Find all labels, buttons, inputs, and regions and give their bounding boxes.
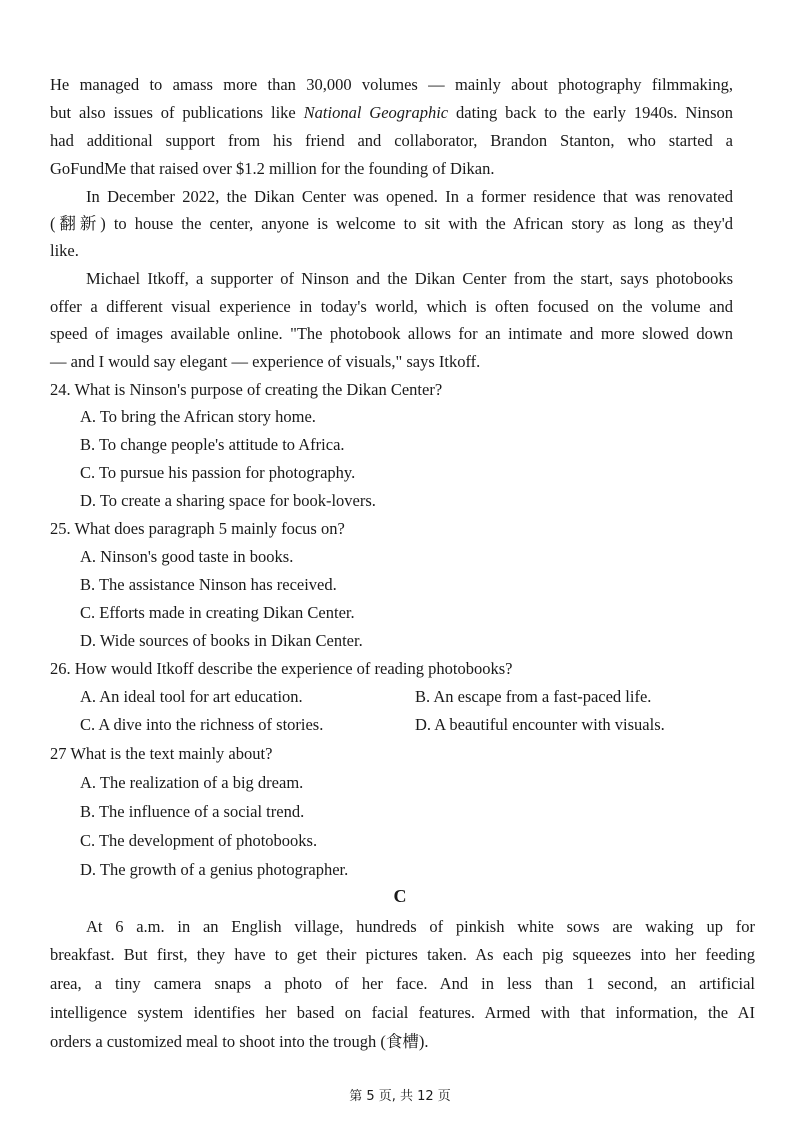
question-24-option-c[interactable]: C. To pursue his passion for photography. xyxy=(80,463,356,482)
question-26-option-b[interactable]: B. An escape from a fast-paced life. xyxy=(415,687,652,706)
p6-line-2: offer a different visual experience in today's world, which is often focused on the volume and xyxy=(50,297,733,316)
c-line-2: breakfast. But first, they have to get their pictures taken. As each pig squeezes into her feeding xyxy=(50,945,755,964)
p4-line-2-a: but also issues of publications like xyxy=(50,103,304,122)
p6-line-3: speed of images available online. "The photobook allows for an intimate and more slowed down xyxy=(50,324,733,343)
question-27-option-a[interactable]: A. The realization of a big dream. xyxy=(80,773,304,792)
c-line-4: intelligence system identifies her based on facial features. Armed with that information, the AI xyxy=(50,1003,755,1022)
question-24-option-a[interactable]: A. To bring the African story home. xyxy=(80,407,316,426)
p5-line-1: In December 2022, the Dikan Center was opened. In a former residence that was renovated xyxy=(86,187,733,206)
question-27-stem: 27 What is the text mainly about? xyxy=(50,744,273,763)
p5-line-3: like. xyxy=(50,241,79,260)
question-25-stem: 25. What does paragraph 5 mainly focus on? xyxy=(50,519,345,538)
question-26-option-a[interactable]: A. An ideal tool for art education. xyxy=(80,687,303,706)
p6-line-4: — and I would say elegant — experience of visuals," says Itkoff. xyxy=(50,352,481,371)
p4-line-3: had additional support from his friend and collaborator, Brandon Stanton, who started a xyxy=(50,131,733,150)
c-line-3: area, a tiny camera snaps a photo of her face. And in less than 1 second, an artificial xyxy=(50,974,755,993)
question-26-option-d[interactable]: D. A beautiful encounter with visuals. xyxy=(415,715,665,734)
question-24-stem: 24. What is Ninson's purpose of creating the Dikan Center? xyxy=(50,380,443,399)
question-27-option-d[interactable]: D. The growth of a genius photographer. xyxy=(80,860,349,879)
question-24-option-b[interactable]: B. To change people's attitude to Africa. xyxy=(80,435,345,454)
c-line-5: orders a customized meal to shoot into the trough (食槽). xyxy=(50,1032,429,1051)
publication-title: National Geographic xyxy=(303,103,449,122)
question-25-option-b[interactable]: B. The assistance Ninson has received. xyxy=(80,575,337,594)
question-27-option-b[interactable]: B. The influence of a social trend. xyxy=(80,802,305,821)
section-c-heading: C xyxy=(393,886,407,906)
p4-line-2-b: dating back to the early 1940s. Ninson xyxy=(448,103,734,122)
question-25-option-c[interactable]: C. Efforts made in creating Dikan Center. xyxy=(80,603,355,622)
p4-line-1: He managed to amass more than 30,000 volumes — mainly about photography filmmaking, xyxy=(50,75,733,94)
p6-line-1: Michael Itkoff, a supporter of Ninson and the Dikan Center from the start, says photobooks xyxy=(86,269,733,288)
question-25-option-d[interactable]: D. Wide sources of books in Dikan Center. xyxy=(80,631,363,650)
question-24-option-d[interactable]: D. To create a sharing space for book-lovers. xyxy=(80,491,376,510)
c-line-1: At 6 a.m. in an English village, hundreds of pinkish white sows are waking up for xyxy=(86,917,755,936)
page-number-footer: 第 5 页, 共 12 页 xyxy=(349,1089,451,1104)
p5-line-2: (翻新) to house the center, anyone is welcome to sit with the African story as long as they'd xyxy=(50,214,733,233)
question-26-stem: 26. How would Itkoff describe the experience of reading photobooks? xyxy=(50,659,513,678)
p4-line-2 xyxy=(50,102,733,124)
question-26-option-c[interactable]: C. A dive into the richness of stories. xyxy=(80,715,324,734)
p4-line-4: GoFundMe that raised over $1.2 million for the founding of Dikan. xyxy=(50,159,495,178)
question-25-option-a[interactable]: A. Ninson's good taste in books. xyxy=(80,547,294,566)
question-27-option-c[interactable]: C. The development of photobooks. xyxy=(80,831,318,850)
